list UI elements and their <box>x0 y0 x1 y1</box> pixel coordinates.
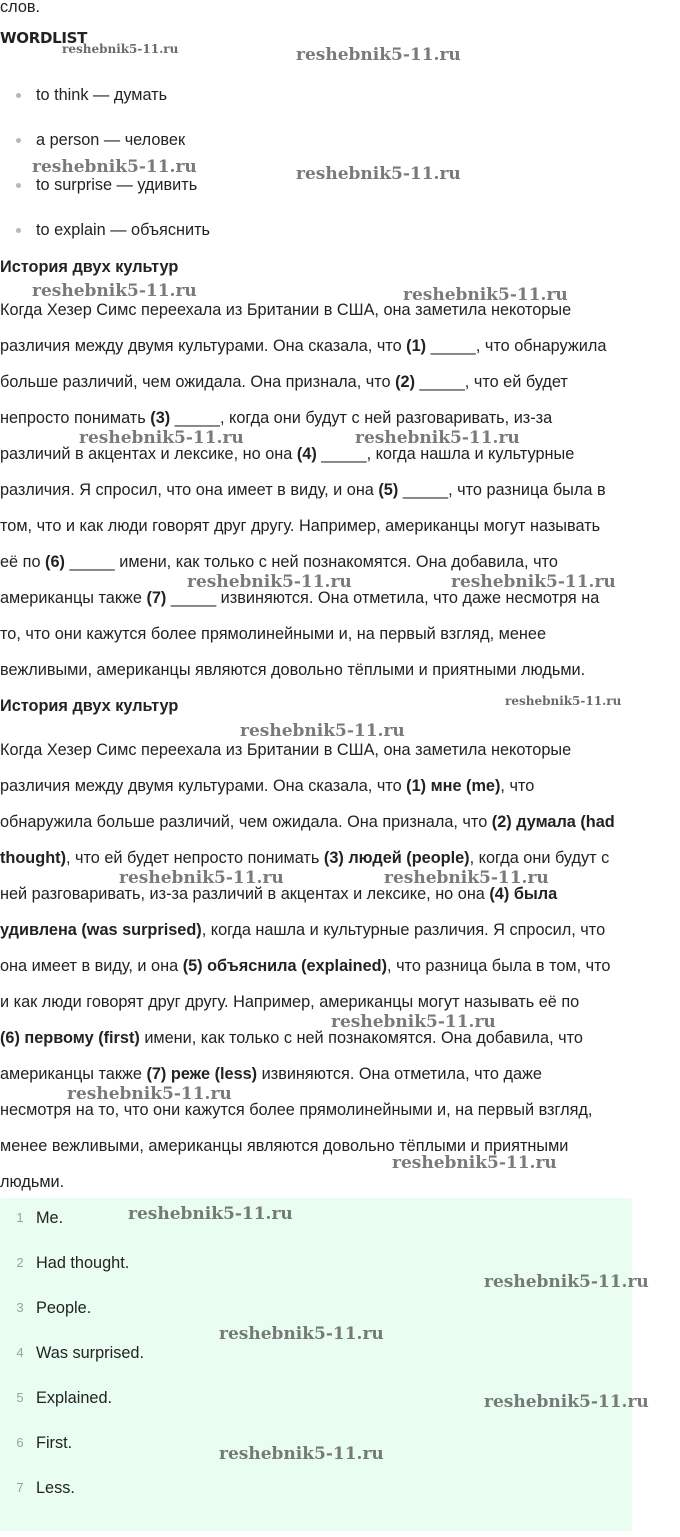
watermark: reshebnik5-11.ru <box>128 1204 293 1224</box>
intro-text-tail: слов. <box>0 0 41 16</box>
task-paragraph <box>0 292 680 688</box>
wordlist-item <box>0 212 210 257</box>
watermark: reshebnik5-11.ru <box>219 1444 384 1464</box>
paragraph-line: американцы также (7) _____ извиняются. Она отметила, что даже несмотря на <box>0 589 600 607</box>
paragraph-line: людьми. <box>0 1173 65 1191</box>
paragraph-line: Когда Хезер Симс переехала из Британии в США, она заметила некоторые <box>0 741 572 759</box>
answer-number: 7 <box>16 1480 24 1495</box>
watermark: reshebnik5-11.ru <box>484 1272 649 1292</box>
paragraph-line: различий в акцентах и лексике, но она (4) _____, когда нашла и культурные <box>0 445 575 463</box>
paragraph-line: различия. Я спросил, что она имеет в виду, и она (5) _____, что разница была в <box>0 481 606 499</box>
answer-number: 1 <box>16 1210 24 1225</box>
answer-text: First. <box>36 1434 73 1452</box>
paragraph-line: вежливыми, американцы являются довольно тёплыми и приятными людьми. <box>0 661 586 679</box>
answer-text: People. <box>36 1299 92 1317</box>
watermark: reshebnik5-11.ru <box>119 868 284 888</box>
paragraph-line: она имеет в виду, и она (5) объяснила (explained), что разница была в том, что <box>0 957 611 975</box>
watermark: reshebnik5-11.ru <box>219 1324 384 1344</box>
answer-number: 2 <box>16 1255 24 1270</box>
paragraph-line: различия между двумя культурами. Она сказала, что (1) мне (me), что <box>0 777 535 795</box>
wordlist-item-text: to surprise — удивить <box>36 176 198 194</box>
bullet-icon <box>16 183 21 188</box>
bullet-icon <box>16 228 21 233</box>
watermark: reshebnik5-11.ru <box>32 281 197 301</box>
paragraph-line: непросто понимать (3) _____, когда они будут с ней разговаривать, из-за <box>0 409 553 427</box>
watermark: reshebnik5-11.ru <box>32 157 197 177</box>
watermark: reshebnik5-11.ru <box>331 1012 496 1032</box>
answer-number: 4 <box>16 1345 24 1360</box>
watermark: reshebnik5-11.ru <box>296 164 461 184</box>
paragraph-line: её по (6) _____ имени, как только с ней познакомятся. Она добавила, что <box>0 553 558 571</box>
answers-box <box>0 1198 632 1531</box>
watermark: reshebnik5-11.ru <box>484 1392 649 1412</box>
paragraph-line: то, что они кажутся более прямолинейными и, на первый взгляд, менее <box>0 625 547 643</box>
answer-number: 6 <box>16 1435 24 1450</box>
watermark: reshebnik5-11.ru <box>187 572 352 592</box>
paragraph-line: том, что и как люди говорят друг другу. Например, американцы могут называть <box>0 517 601 535</box>
wordlist-heading: WORDLIST <box>0 29 88 47</box>
paragraph-line: удивлена (was surprised), когда нашла и культурные различия. Я спросил, что <box>0 921 606 939</box>
watermark: reshebnik5-11.ru <box>384 868 549 888</box>
paragraph-line: несмотря на то, что они кажутся более прямолинейными и, на первый взгляд, <box>0 1101 593 1119</box>
wordlist-item-text: a person — человек <box>36 131 186 149</box>
paragraph-line: (6) первому (first) имени, как только с ней познакомятся. Она добавила, что <box>0 1029 583 1047</box>
watermark: reshebnik5-11.ru <box>62 42 179 56</box>
answer-number: 5 <box>16 1390 24 1405</box>
watermark: reshebnik5-11.ru <box>79 428 244 448</box>
watermark: reshebnik5-11.ru <box>355 428 520 448</box>
answer-text: Less. <box>36 1479 75 1497</box>
wordlist-item-text: to think — думать <box>36 86 168 104</box>
paragraph-line: различия между двумя культурами. Она сказала, что (1) _____, что обнаружила <box>0 337 607 355</box>
paragraph-line: обнаружила больше различий, чем ожидала. Она признала, что (2) думала (had <box>0 813 615 831</box>
answer-text: Was surprised. <box>36 1344 144 1362</box>
answer-text: Explained. <box>36 1389 113 1407</box>
paragraph-line: ней разговаривать, из-за различий в акцентах и лексике, но она (4) была <box>0 885 558 903</box>
answer-text: Had thought. <box>36 1254 130 1272</box>
paragraph-line: американцы также (7) реже (less) извиняются. Она отметила, что даже <box>0 1065 542 1083</box>
watermark: reshebnik5-11.ru <box>505 694 622 708</box>
wordlist-item <box>0 77 210 122</box>
paragraph-line: и как люди говорят друг другу. Например, американцы могут называть её по <box>0 993 580 1011</box>
answer-number: 3 <box>16 1300 24 1315</box>
watermark: reshebnik5-11.ru <box>67 1084 232 1104</box>
watermark: reshebnik5-11.ru <box>451 572 616 592</box>
watermark: reshebnik5-11.ru <box>296 45 461 65</box>
wordlist-item-text: to explain — объяснить <box>36 221 211 239</box>
paragraph-line: менее вежливыми, американцы являются довольно тёплыми и приятными <box>0 1137 569 1155</box>
paragraph-line: Когда Хезер Симс переехала из Британии в США, она заметила некоторые <box>0 301 572 319</box>
solution-title: История двух культур <box>0 697 179 715</box>
watermark: reshebnik5-11.ru <box>403 285 568 305</box>
paragraph-line: больше различий, чем ожидала. Она признала, что (2) _____, что ей будет <box>0 373 568 391</box>
watermark: reshebnik5-11.ru <box>392 1153 557 1173</box>
bullet-icon <box>16 93 21 98</box>
paragraph-line: thought), что ей будет непросто понимать (3) людей (people), когда они будут с <box>0 849 610 867</box>
answer-text: Me. <box>36 1209 64 1227</box>
task-title: История двух культур <box>0 258 179 276</box>
bullet-icon <box>16 138 21 143</box>
watermark: reshebnik5-11.ru <box>240 721 405 741</box>
solution-paragraph <box>0 732 680 1200</box>
